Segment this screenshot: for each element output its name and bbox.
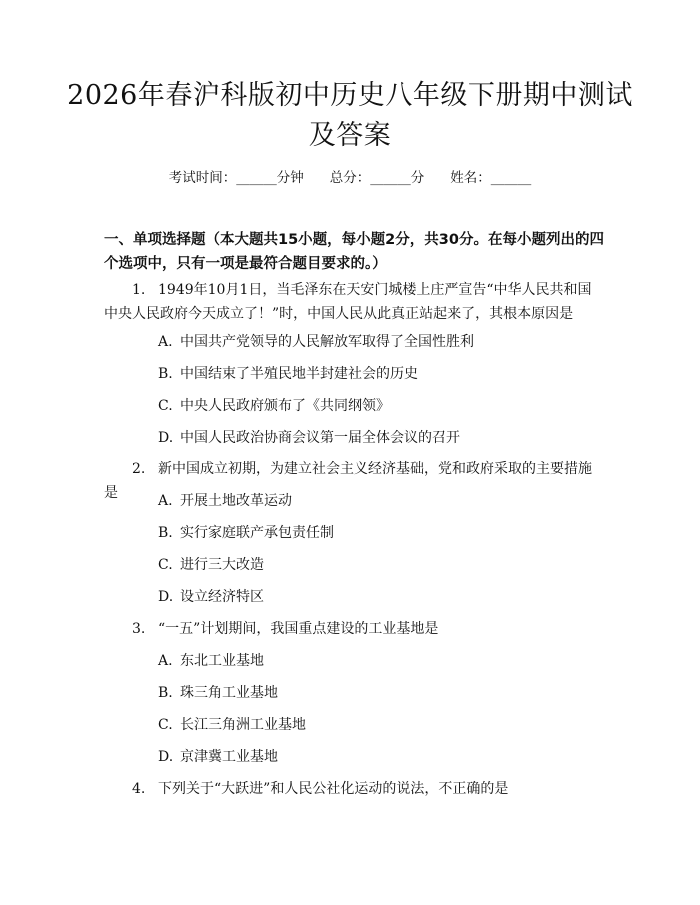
- option-text: 实行家庭联产承包责任制: [180, 525, 334, 541]
- option-3d: [158, 747, 640, 767]
- option-letter: B.: [158, 525, 173, 541]
- option-letter: D.: [158, 749, 174, 765]
- option-text: 长江三角洲工业基地: [180, 717, 306, 733]
- option-letter: B.: [158, 685, 173, 701]
- question-stem: 下列关于“大跃进”和人民公社化运动的说法，不正确的是: [158, 781, 509, 797]
- option-letter: A.: [158, 653, 173, 669]
- option-text: 珠三角工业基地: [180, 685, 278, 701]
- exam-time-field: 考试时间：______分钟: [168, 170, 304, 186]
- option-letter: C.: [158, 717, 173, 733]
- option-letter: A.: [158, 334, 173, 350]
- question-stem: “一五”计划期间，我国重点建设的工业基地是: [158, 621, 439, 637]
- question-number: 2.: [132, 461, 146, 477]
- option-letter: B.: [158, 366, 173, 382]
- option-letter: D.: [158, 430, 174, 446]
- question-stem: 新中国成立初期，为建立社会主义经济基础，党和政府采取的主要措施是: [104, 461, 592, 501]
- question-number: 3.: [132, 621, 146, 637]
- option-3c: [158, 715, 640, 735]
- option-text: 东北工业基地: [180, 653, 264, 669]
- question-1: [104, 278, 604, 326]
- option-letter: A.: [158, 493, 173, 509]
- student-name-field: 姓名：______: [450, 170, 532, 186]
- option-letter: C.: [158, 557, 173, 573]
- option-letter: D.: [158, 589, 174, 605]
- option-text: 设立经济特区: [180, 589, 264, 605]
- option-2b: [158, 523, 640, 543]
- option-text: 开展土地改革运动: [180, 493, 292, 509]
- option-text: 京津冀工业基地: [180, 749, 278, 765]
- exam-meta: [0, 168, 700, 188]
- option-text: 中国结束了半殖民地半封建社会的历史: [180, 366, 418, 382]
- question-stem: 1949年10月1日，当毛泽东在天安门城楼上庄严宣告“中华人民共和国中央人民政府今天成立了！”时，中国人民从此真正站起来了，其根本原因是: [104, 282, 592, 322]
- question-4: [104, 777, 604, 801]
- option-2d: [158, 587, 640, 607]
- question-number: 1.: [132, 282, 146, 298]
- option-text: 进行三大改造: [180, 557, 264, 573]
- option-1b: [158, 364, 640, 384]
- section-heading: 一、单项选择题（本大题共15小题，每小题2分，共30分。在每小题列出的四个选项中，只有一项是最符合题目要求的。）: [104, 232, 604, 272]
- total-score-field: 总分：______分: [329, 170, 425, 186]
- document-title: 2026年春沪科版初中历史八年级下册期中测试及答案: [67, 80, 633, 151]
- option-text: 中央人民政府颁布了《共同纲领》: [180, 398, 390, 414]
- option-1a: [158, 332, 640, 352]
- option-text: 中国人民政治协商会议第一届全体会议的召开: [180, 430, 460, 446]
- option-1d: [158, 428, 640, 448]
- question-number: 4.: [132, 781, 146, 797]
- option-3b: [158, 683, 640, 703]
- option-2c: [158, 555, 640, 575]
- option-1c: [158, 396, 640, 416]
- option-text: 中国共产党领导的人民解放军取得了全国性胜利: [180, 334, 474, 350]
- option-3a: [158, 651, 640, 671]
- option-2a: [158, 491, 640, 511]
- question-3: [104, 617, 604, 641]
- option-letter: C.: [158, 398, 173, 414]
